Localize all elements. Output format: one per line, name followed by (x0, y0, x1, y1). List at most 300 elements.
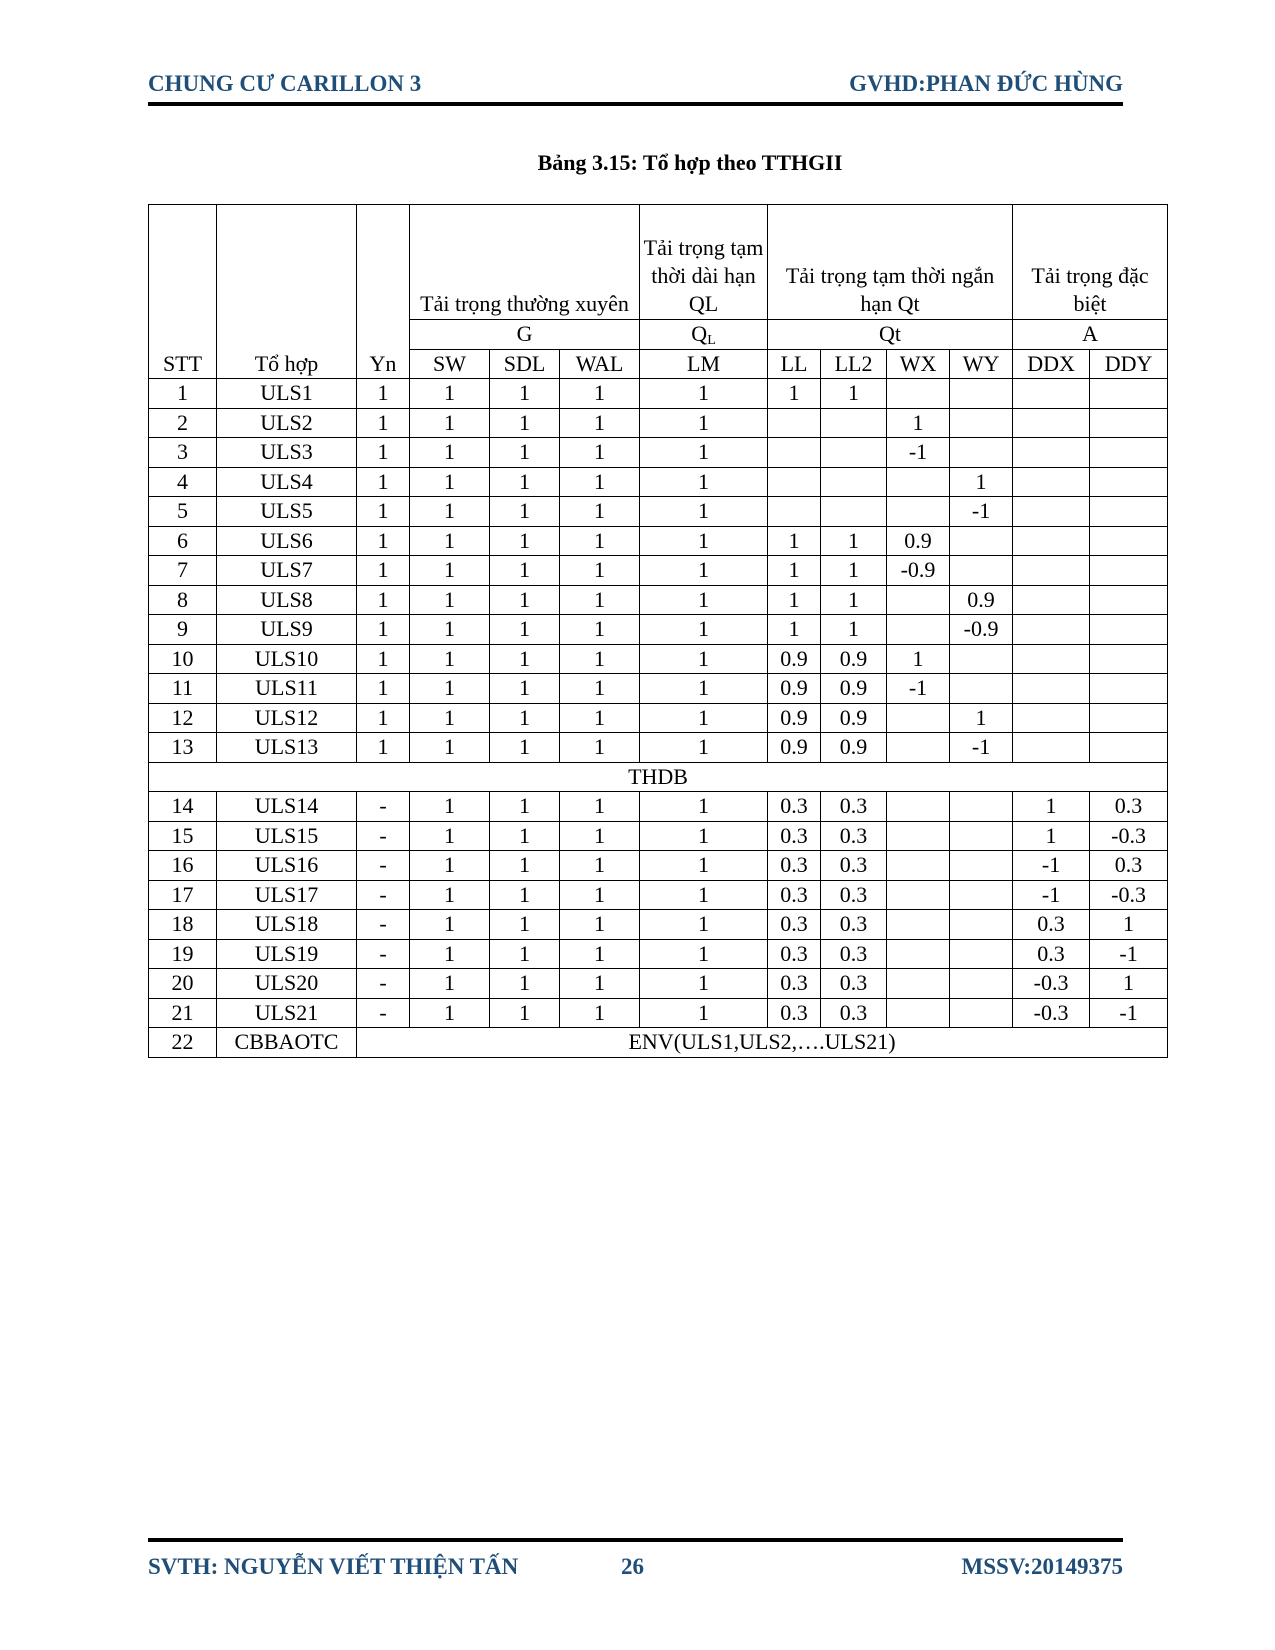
table-cell: 1 (357, 379, 410, 409)
table-cell: -1 (1090, 998, 1168, 1028)
table-cell: 1 (640, 526, 768, 556)
table-cell: ULS1 (217, 379, 357, 409)
table-cell: ULS4 (217, 467, 357, 497)
table-cell: -0.3 (1013, 969, 1090, 999)
table-cell: 0.3 (768, 880, 821, 910)
table-cell: 1 (560, 821, 640, 851)
table-cell: 1 (821, 585, 887, 615)
table-cell (887, 585, 950, 615)
table-cell (950, 438, 1013, 468)
table-cell: 1 (490, 556, 560, 586)
table-cell: - (357, 851, 410, 881)
footer-student: SVTH: NGUYỄN VIẾT THIỆN TẤN (148, 1554, 519, 1579)
table-cell (950, 821, 1013, 851)
table-cell: 1 (640, 497, 768, 527)
table-cell: 1 (410, 467, 490, 497)
table-cell (821, 408, 887, 438)
col-header-ddy: DDY (1090, 349, 1168, 379)
symbol-a: A (1013, 320, 1168, 350)
group-header-special: Tải trọng đặc biệt (1013, 205, 1168, 320)
table-row (149, 969, 1168, 999)
table-row (149, 379, 1168, 409)
table-cell: 1 (357, 526, 410, 556)
table-cell: 1 (357, 585, 410, 615)
table-cell (768, 467, 821, 497)
table-cell (950, 969, 1013, 999)
table-cell: 0.3 (821, 998, 887, 1028)
table-cell: 0.3 (821, 880, 887, 910)
table-cell: 1 (357, 674, 410, 704)
table-cell (1013, 615, 1090, 645)
table-cell (1013, 408, 1090, 438)
table-cell: 1 (357, 497, 410, 527)
table-cell (950, 526, 1013, 556)
table-cell: 1 (490, 821, 560, 851)
table-cell: 1 (410, 851, 490, 881)
envelope-stt: 22 (149, 1028, 217, 1058)
table-cell (1013, 438, 1090, 468)
table-cell: 1 (640, 792, 768, 822)
table-cell (950, 998, 1013, 1028)
table-cell: 1 (640, 408, 768, 438)
table-cell (1090, 526, 1168, 556)
table-cell: 1 (768, 379, 821, 409)
table-cell: - (357, 880, 410, 910)
table-cell (950, 379, 1013, 409)
table-cell: 14 (149, 792, 217, 822)
table-cell: 1 (490, 674, 560, 704)
table-cell: 5 (149, 497, 217, 527)
envelope-name: CBBAOTC (217, 1028, 357, 1058)
table-cell: 0.9 (768, 733, 821, 763)
table-cell: -1 (1013, 880, 1090, 910)
table-cell (887, 821, 950, 851)
table-cell (1013, 703, 1090, 733)
table-cell: 0.3 (1090, 851, 1168, 881)
table-cell (768, 497, 821, 527)
table-cell: 1 (560, 644, 640, 674)
table-cell: 1 (357, 703, 410, 733)
table-row (149, 438, 1168, 468)
table-cell: 1 (490, 644, 560, 674)
table-cell: 1 (410, 644, 490, 674)
table-cell: 1 (490, 880, 560, 910)
table-caption: Bảng 3.15: Tổ hợp theo TTHGII (537, 150, 843, 175)
table-cell: 1 (640, 556, 768, 586)
table-cell: 19 (149, 939, 217, 969)
col-header-lm: LM (640, 349, 768, 379)
table-row (149, 998, 1168, 1028)
table-cell: 1 (410, 939, 490, 969)
table-cell: 1 (490, 408, 560, 438)
table-cell: 1 (357, 438, 410, 468)
table-cell: 1 (560, 497, 640, 527)
table-cell: 1 (560, 733, 640, 763)
table-cell: 1 (640, 615, 768, 645)
table-cell (887, 910, 950, 940)
table-cell: 21 (149, 998, 217, 1028)
table-cell: 1 (768, 526, 821, 556)
table-cell: 3 (149, 438, 217, 468)
table-cell: 1 (1013, 792, 1090, 822)
table-cell: 12 (149, 703, 217, 733)
table-cell: 1 (768, 585, 821, 615)
table-row (149, 644, 1168, 674)
table-cell: 1 (149, 379, 217, 409)
table-cell: 4 (149, 467, 217, 497)
table-cell (1090, 438, 1168, 468)
table-cell: ULS15 (217, 821, 357, 851)
table-cell: 1 (560, 939, 640, 969)
table-cell (1090, 585, 1168, 615)
table-cell (1090, 408, 1168, 438)
table-cell: 1 (640, 438, 768, 468)
table-cell: 1 (560, 910, 640, 940)
table-cell: - (357, 910, 410, 940)
table-cell: 1 (410, 585, 490, 615)
table-cell (1013, 556, 1090, 586)
table-cell: 0.3 (821, 851, 887, 881)
table-cell: 1 (768, 556, 821, 586)
table-cell (887, 703, 950, 733)
symbol-qt: Qt (768, 320, 1013, 350)
table-cell (887, 792, 950, 822)
table-cell: 11 (149, 674, 217, 704)
table-cell: 1 (410, 821, 490, 851)
table-cell: 1 (560, 792, 640, 822)
table-cell: 1 (560, 526, 640, 556)
col-header-yn: Yn (357, 205, 410, 379)
table-cell: 1 (490, 851, 560, 881)
table-cell (1013, 585, 1090, 615)
table-cell: -0.3 (1090, 821, 1168, 851)
table-cell: 1 (490, 585, 560, 615)
table-cell: 1 (410, 615, 490, 645)
table-cell: 17 (149, 880, 217, 910)
table-cell: 0.9 (821, 644, 887, 674)
table-cell (1090, 703, 1168, 733)
table-cell: 1 (410, 792, 490, 822)
table-cell: 1 (560, 674, 640, 704)
table-cell (950, 910, 1013, 940)
table-cell: 1 (410, 408, 490, 438)
table-cell: 1 (560, 851, 640, 881)
table-cell: ULS9 (217, 615, 357, 645)
table-cell: 1 (640, 998, 768, 1028)
table-cell: 1 (410, 379, 490, 409)
table-cell: 0.3 (1090, 792, 1168, 822)
table-cell (887, 733, 950, 763)
table-cell (950, 792, 1013, 822)
envelope-row (149, 1028, 1168, 1058)
table-cell: 8 (149, 585, 217, 615)
table-cell: 1 (560, 408, 640, 438)
table-cell: 0.9 (821, 703, 887, 733)
table-cell: 1 (821, 556, 887, 586)
table-cell: - (357, 969, 410, 999)
col-header-wy: WY (950, 349, 1013, 379)
table-cell (887, 497, 950, 527)
table-cell: ULS11 (217, 674, 357, 704)
table-cell (821, 467, 887, 497)
symbol-g: G (410, 320, 640, 350)
table-cell (887, 615, 950, 645)
table-cell: 1 (410, 880, 490, 910)
table-cell: 1 (640, 467, 768, 497)
table-cell: ULS10 (217, 644, 357, 674)
table-cell: 1 (887, 408, 950, 438)
table-cell: 1 (640, 644, 768, 674)
group-header-permanent: Tải trọng thường xuyên (410, 205, 640, 320)
table-cell: 1 (490, 969, 560, 999)
table-cell (887, 851, 950, 881)
table-cell: -1 (1013, 851, 1090, 881)
table-cell: 1 (357, 615, 410, 645)
table-cell: 1 (640, 821, 768, 851)
table-cell: 1 (560, 998, 640, 1028)
table-cell: 1 (410, 998, 490, 1028)
table-cell: 1 (640, 851, 768, 881)
table-cell: 1 (357, 556, 410, 586)
table-cell: 1 (1090, 910, 1168, 940)
header-row-groups (149, 205, 1168, 320)
table-row (149, 880, 1168, 910)
table-cell: 1 (410, 969, 490, 999)
table-cell (950, 674, 1013, 704)
table-cell (1013, 379, 1090, 409)
table-cell: 1 (490, 379, 560, 409)
table-cell: 1 (640, 703, 768, 733)
table-cell: -0.3 (1090, 880, 1168, 910)
table-row (149, 703, 1168, 733)
table-cell (1013, 644, 1090, 674)
table-cell: -1 (950, 497, 1013, 527)
table-cell: 1 (410, 438, 490, 468)
table-cell: 1 (357, 733, 410, 763)
table-cell: 0.9 (887, 526, 950, 556)
table-cell (768, 438, 821, 468)
table-cell: 0.3 (768, 851, 821, 881)
table-cell: 1 (950, 467, 1013, 497)
table-cell: 1 (410, 703, 490, 733)
table-cell (1013, 674, 1090, 704)
table-cell: -1 (887, 438, 950, 468)
table-cell: 1 (640, 969, 768, 999)
table-cell: 1 (490, 998, 560, 1028)
table-cell (950, 880, 1013, 910)
table-cell: 0.3 (821, 910, 887, 940)
table-cell: ULS6 (217, 526, 357, 556)
table-cell: 1 (560, 379, 640, 409)
table-cell: 1 (560, 969, 640, 999)
col-header-wal: WAL (560, 349, 640, 379)
table-cell: -0.3 (1013, 998, 1090, 1028)
table-cell: 0.9 (768, 674, 821, 704)
table-cell: 1 (357, 467, 410, 497)
table-cell (1013, 733, 1090, 763)
table-cell: 1 (560, 703, 640, 733)
table-cell: 0.3 (768, 939, 821, 969)
table-cell: 1 (410, 526, 490, 556)
symbol-ql: $Q_L$ (640, 320, 768, 350)
table-cell (887, 998, 950, 1028)
table-cell: ULS20 (217, 969, 357, 999)
load-combination-table (148, 204, 1168, 1058)
section-row-thdb (149, 762, 1168, 792)
table-cell: 0.3 (768, 969, 821, 999)
table-cell: 1 (821, 615, 887, 645)
table-cell: 0.3 (1013, 939, 1090, 969)
table-cell: ULS8 (217, 585, 357, 615)
table-cell: 1 (821, 379, 887, 409)
table-cell (1090, 674, 1168, 704)
envelope-formula: ENV(ULS1,ULS2,….ULS21) (357, 1028, 1168, 1058)
col-header-wx: WX (887, 349, 950, 379)
table-cell: 1 (640, 880, 768, 910)
table-row (149, 556, 1168, 586)
table-cell: 1 (1013, 821, 1090, 851)
col-header-stt: STT (149, 205, 217, 379)
col-header-sdl: SDL (490, 349, 560, 379)
table-cell (1090, 615, 1168, 645)
table-cell: 1 (950, 703, 1013, 733)
table-cell: 0.3 (768, 998, 821, 1028)
table-cell: 0.3 (1013, 910, 1090, 940)
table-cell: - (357, 998, 410, 1028)
table-row (149, 674, 1168, 704)
table-cell: 1 (357, 644, 410, 674)
table-row (149, 585, 1168, 615)
table-cell: ULS14 (217, 792, 357, 822)
table-cell: 1 (560, 438, 640, 468)
table-cell: 0.9 (950, 585, 1013, 615)
table-cell: ULS18 (217, 910, 357, 940)
section-label: THDB (149, 762, 1168, 792)
table-row (149, 792, 1168, 822)
table-cell (1013, 526, 1090, 556)
col-header-ll: LL (768, 349, 821, 379)
col-header-ddx: DDX (1013, 349, 1090, 379)
table-cell: 1 (640, 910, 768, 940)
table-cell: 9 (149, 615, 217, 645)
page-header (148, 68, 1123, 106)
table-cell: 1 (490, 438, 560, 468)
group-header-short-term: Tải trọng tạm thời ngắn hạn Qt (768, 205, 1013, 320)
table-cell (1090, 379, 1168, 409)
table-cell: 0.3 (821, 939, 887, 969)
table-cell: ULS5 (217, 497, 357, 527)
table-cell: 1 (490, 467, 560, 497)
table-cell: 1 (490, 615, 560, 645)
table-cell (950, 408, 1013, 438)
table-cell: ULS2 (217, 408, 357, 438)
table-cell: 1 (640, 674, 768, 704)
table-cell (887, 880, 950, 910)
table-cell: 6 (149, 526, 217, 556)
col-header-sw: SW (410, 349, 490, 379)
table-cell: -1 (950, 733, 1013, 763)
table-cell: 0.9 (768, 644, 821, 674)
table-row (149, 526, 1168, 556)
table-cell (887, 939, 950, 969)
table-cell: 1 (490, 939, 560, 969)
table-cell: 1 (887, 644, 950, 674)
table-cell (950, 556, 1013, 586)
table-cell: 1 (640, 379, 768, 409)
table-cell: 1 (560, 615, 640, 645)
table-cell: 2 (149, 408, 217, 438)
table-cell (887, 379, 950, 409)
table-row (149, 467, 1168, 497)
table-cell: 1 (640, 939, 768, 969)
table-cell: 1 (490, 497, 560, 527)
table-cell: 1 (410, 910, 490, 940)
table-row (149, 851, 1168, 881)
table-cell: 1 (490, 526, 560, 556)
table-cell: ULS3 (217, 438, 357, 468)
page-footer (148, 1538, 1123, 1579)
table-row (149, 821, 1168, 851)
table-cell (950, 851, 1013, 881)
table-cell: 1 (410, 733, 490, 763)
table-cell: 1 (640, 733, 768, 763)
table-cell: -1 (887, 674, 950, 704)
table-cell: 1 (560, 467, 640, 497)
header-advisor: GVHD:PHAN ĐỨC HÙNG (849, 71, 1123, 96)
table-cell: 0.3 (821, 969, 887, 999)
table-cell: 10 (149, 644, 217, 674)
table-row (149, 939, 1168, 969)
table-cell (950, 644, 1013, 674)
table-cell: ULS19 (217, 939, 357, 969)
table-cell: -0.9 (950, 615, 1013, 645)
group-header-long-term: Tải trọng tạm thời dài hạn QL (640, 205, 768, 320)
table-cell (1090, 556, 1168, 586)
table-cell: 1 (821, 526, 887, 556)
table-cell: ULS21 (217, 998, 357, 1028)
table-cell: 13 (149, 733, 217, 763)
table-cell: 0.3 (768, 910, 821, 940)
header-project-title: CHUNG CƯ CARILLON 3 (148, 71, 422, 96)
table-cell: 0.9 (768, 703, 821, 733)
col-header-ll2: LL2 (821, 349, 887, 379)
table-cell: 1 (410, 674, 490, 704)
table-cell (1090, 644, 1168, 674)
table-cell (1090, 467, 1168, 497)
table-cell: 0.3 (821, 792, 887, 822)
table-cell: 18 (149, 910, 217, 940)
table-cell (1013, 497, 1090, 527)
table-cell (950, 939, 1013, 969)
table-row (149, 497, 1168, 527)
table-cell: 1 (640, 585, 768, 615)
table-cell: 1 (1090, 969, 1168, 999)
table-cell (1090, 497, 1168, 527)
table-cell: 0.3 (768, 821, 821, 851)
col-header-combination: Tổ hợp (217, 205, 357, 379)
table-cell: ULS7 (217, 556, 357, 586)
table-cell: 1 (410, 556, 490, 586)
table-cell: 0.3 (821, 821, 887, 851)
table-cell: 1 (490, 792, 560, 822)
table-cell: 1 (490, 703, 560, 733)
table-cell: 16 (149, 851, 217, 881)
table-cell: 1 (560, 556, 640, 586)
table-cell: 15 (149, 821, 217, 851)
table-cell: 1 (490, 733, 560, 763)
table-cell: 1 (490, 910, 560, 940)
table-cell (1090, 733, 1168, 763)
